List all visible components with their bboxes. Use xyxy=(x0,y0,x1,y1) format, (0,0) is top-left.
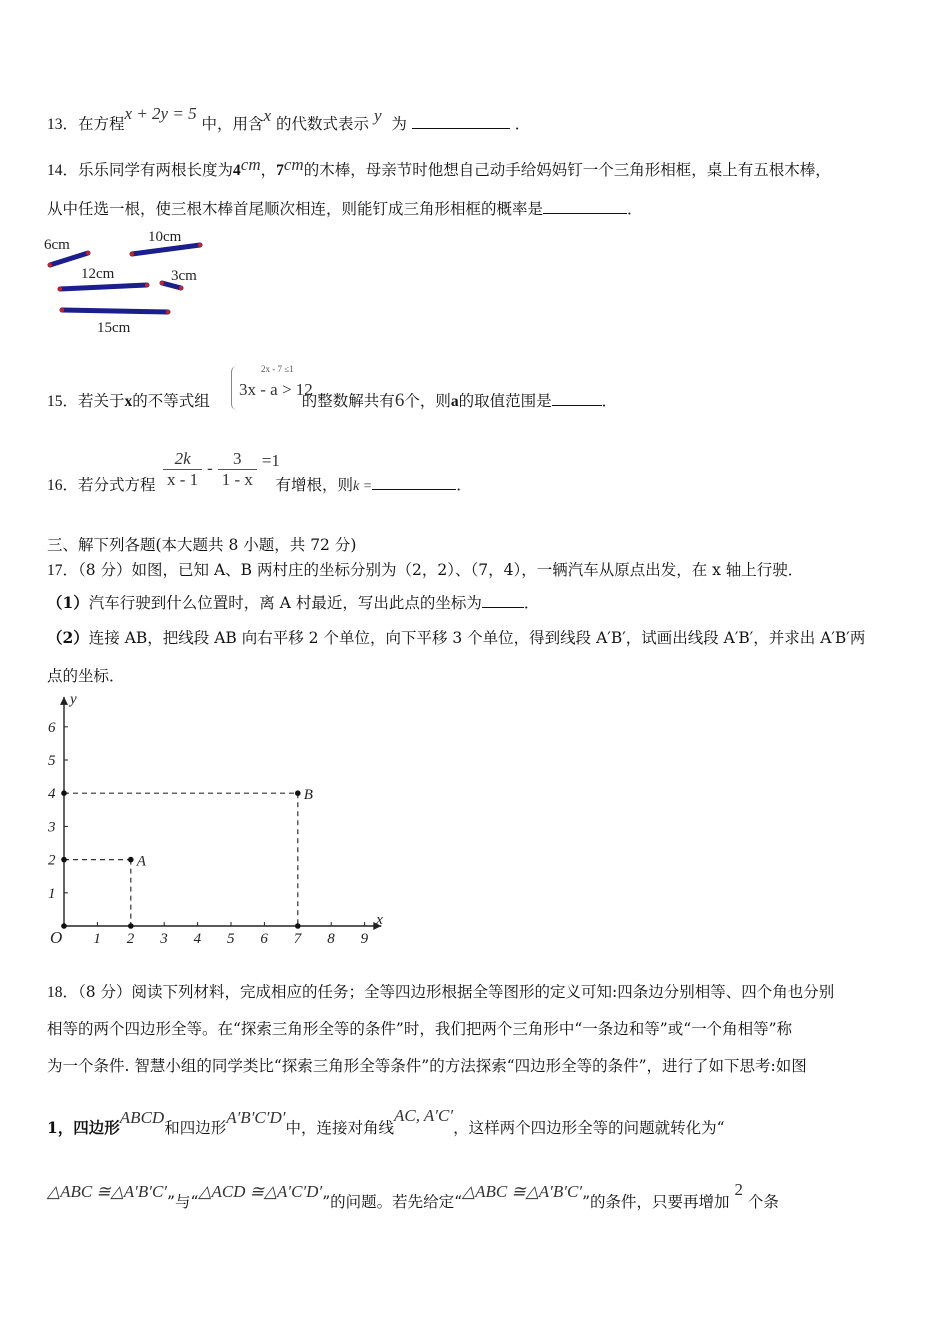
q16-equation xyxy=(163,449,280,497)
q14-text-2: 从中任选一根，使三根木棒首尾顺次相连，则能钉成三角形相框的概率是 xyxy=(47,200,544,218)
q14-text-1b: 的木棒，母亲节时他想自己动手给妈妈钉一个三角形相框，桌上有五根木棒， xyxy=(303,161,831,179)
q15-number: 15． xyxy=(47,393,79,410)
q13-text-1: 在方程 xyxy=(78,115,125,133)
q16-text-2: 有增根，则 xyxy=(275,476,354,494)
q18-l5-d: 个条 xyxy=(747,1193,779,1211)
q16-end: ． xyxy=(456,476,472,494)
x-tick-label: 5 xyxy=(227,931,235,947)
question-18-line-5 xyxy=(47,1180,910,1214)
stick-label-3cm: 3cm xyxy=(171,268,197,284)
q14-answer-blank[interactable] xyxy=(543,197,627,214)
q16-frac2-den: 1 - x xyxy=(221,470,253,489)
q16-answer-blank[interactable] xyxy=(372,473,456,490)
x-tick-label: 3 xyxy=(160,931,168,947)
question-18-line-1 xyxy=(47,980,910,1005)
q18-text-2: 相等的两个四边形全等。在“探索三角形全等的条件”时，我们把两个三角形中“一条边和等”或“一个角相等”称 xyxy=(47,1020,793,1038)
q14-number: 14． xyxy=(47,162,79,179)
q14-unit-1: cm xyxy=(240,155,261,174)
x-tick-label: 4 xyxy=(193,931,202,947)
question-14-line-1 xyxy=(47,155,910,183)
q18-tri-3: △ABC ≅△A′B′C′ xyxy=(462,1182,583,1201)
q13-var-x: x xyxy=(263,106,272,125)
q18-l5-b: ”的问题。若先给定“ xyxy=(322,1193,463,1211)
q15-var-x: x xyxy=(124,393,133,410)
point-a-x-foot xyxy=(128,923,134,929)
q15-end: ． xyxy=(601,392,618,410)
q13-var-y: y xyxy=(373,106,382,125)
q17-text-1: （8 分）如图，已知 A、B 两村庄的坐标分别为（2，2）、（7，4），一辆汽车从原点出发，在 x 轴上行驶． xyxy=(78,561,804,579)
q15-text-1: 若关于 xyxy=(78,392,125,410)
q17-part2-cont: 点的坐标． xyxy=(47,667,125,685)
q14-len1: 4 xyxy=(233,162,241,179)
q18-two: 2 xyxy=(734,1180,743,1199)
y-axis-arrow xyxy=(60,697,68,705)
q17-part2-text: 连接 AB，把线段 AB 向右平移 2 个单位，向下平移 3 个单位，得到线段 A′B′，试画出线段 A′B′，并求出 A′B′两 xyxy=(88,629,866,647)
question-17-part-2 xyxy=(47,626,910,650)
q14-end: ． xyxy=(627,200,643,218)
q18-text-1: （8 分）阅读下列材料，完成相应的任务；全等四边形根据全等图形的定义可知:四条边分别相等、四个角也分别 xyxy=(78,983,835,1001)
stick-12cm xyxy=(60,285,147,289)
point-a-y-foot xyxy=(61,857,67,863)
q13-text-2: 中，用含 xyxy=(201,115,264,133)
q16-number: 16． xyxy=(47,477,79,494)
q16-fraction-2 xyxy=(218,449,257,490)
q18-number: 18． xyxy=(47,984,79,1001)
y-tick-label: 6 xyxy=(48,719,56,736)
q16-k-eq: k = xyxy=(353,479,373,494)
x-tick-label: 2 xyxy=(126,931,135,947)
x-tick-label: 8 xyxy=(327,931,335,947)
x-tick-label: 9 xyxy=(360,931,369,947)
q18-l4-d: ，这样两个四边形全等的问题就转化为“ xyxy=(453,1119,725,1137)
q16-minus: - xyxy=(207,458,213,478)
q13-text-4: 为 xyxy=(391,115,407,133)
q17-part1-end: ． xyxy=(523,594,540,612)
q13-answer-blank[interactable] xyxy=(412,112,510,129)
q15-count: 6 xyxy=(394,390,405,411)
q15-var-a: a xyxy=(450,393,459,410)
question-18-line-2 xyxy=(47,1017,910,1041)
x-tick-label: 6 xyxy=(260,931,268,947)
point-a-label: A xyxy=(136,853,146,870)
stick-label-12cm: 12cm xyxy=(81,266,115,282)
q15-brace xyxy=(231,366,238,410)
q18-l4-b: 和四边形 xyxy=(164,1119,227,1137)
q17-coordinate-graph xyxy=(38,690,388,952)
point-a xyxy=(128,857,134,863)
q17-number: 17． xyxy=(47,562,79,579)
q14-text-1a: 乐乐同学有两根长度为 xyxy=(78,161,234,179)
stick-10cm xyxy=(132,245,200,254)
point-b-x-foot xyxy=(295,923,301,929)
origin-point xyxy=(61,923,67,929)
q16-frac1-num: 2k xyxy=(163,449,202,470)
q13-text-3: 的代数式表示 xyxy=(276,115,370,133)
q18-diagonals: AC, A′C′ xyxy=(393,1106,454,1125)
y-tick-label: 4 xyxy=(48,786,56,803)
q17-part2-label: （2） xyxy=(47,628,89,647)
q18-l5-c: ”的条件，只要再增加 xyxy=(582,1193,730,1211)
question-13 xyxy=(47,104,910,137)
origin-label: O xyxy=(50,928,63,947)
y-tick-label: 1 xyxy=(48,885,56,902)
q17-part1-label: （1） xyxy=(47,593,89,612)
q18-tri-1: △ABC ≅△A′B′C′ xyxy=(47,1182,168,1201)
q16-rhs: =1 xyxy=(261,450,280,470)
q14-sep: ， xyxy=(260,161,277,179)
q15-text-3: 的整数解共有 xyxy=(301,392,395,410)
x-axis-label: x xyxy=(376,912,383,928)
section-3-title: 三、解下列各题(本大题共 8 小题，共 72 分) xyxy=(47,536,357,554)
point-b xyxy=(295,790,301,796)
stick-15cm xyxy=(62,310,168,312)
q16-fraction-1 xyxy=(163,449,202,490)
q15-inequality-system xyxy=(231,362,323,414)
stick-label-6cm: 6cm xyxy=(44,237,70,253)
q15-answer-blank[interactable] xyxy=(552,389,602,406)
x-tick-label: 1 xyxy=(93,931,101,947)
q15-text-2: 的不等式组 xyxy=(132,392,210,410)
q13-end: ． xyxy=(514,115,531,133)
q13-number: 13． xyxy=(47,116,79,133)
q16-frac2-num: 3 xyxy=(218,449,257,470)
q16-text-1: 若分式方程 xyxy=(78,476,156,494)
q18-l4-c: 中，连接对角线 xyxy=(285,1119,394,1137)
q18-l5-a: ”与“ xyxy=(167,1193,199,1211)
q17-part1-blank[interactable] xyxy=(482,591,524,608)
q15-ineq-bottom: 3x - a > 12 xyxy=(239,380,313,399)
stick-6cm xyxy=(50,253,88,265)
q18-tri-2: △ACD ≅△A′C′D′ xyxy=(198,1182,323,1201)
y-axis-label: y xyxy=(70,691,77,708)
question-18-line-3 xyxy=(47,1054,910,1078)
question-17-part-2-cont xyxy=(47,664,910,688)
q15-ineq-top: 2x - 7 ≤1 xyxy=(261,364,294,374)
q17-part1-text: 汽车行驶到什么位置时，离 A 村最近，写出此点的坐标为 xyxy=(88,594,482,612)
q13-equation: x + 2y = 5 xyxy=(124,104,197,123)
y-tick-label: 2 xyxy=(48,852,56,869)
q16-frac1-den: x - 1 xyxy=(167,470,199,489)
q14-unit-2: cm xyxy=(283,155,304,174)
q18-quad-2: A′B′C′D′ xyxy=(226,1108,286,1127)
q14-len2: 7 xyxy=(276,162,284,179)
q18-text-3: 为一个条件. 智慧小组的同学类比“探索三角形全等条件”的方法探索“四边形全等的条件”，进行了如下思考:如图 xyxy=(47,1057,807,1075)
point-b-label: B xyxy=(303,787,313,804)
question-17-part-1 xyxy=(47,591,910,615)
q18-quad-1: ABCD xyxy=(119,1108,165,1127)
stick-label-15cm: 15cm xyxy=(97,320,131,336)
q18-l4-a: 1，四边形 xyxy=(47,1118,120,1137)
question-17-line-1 xyxy=(47,558,910,583)
q15-text-4: 个，则 xyxy=(404,392,451,410)
stick-label-10cm: 10cm xyxy=(148,229,182,245)
x-tick-label: 7 xyxy=(293,931,302,947)
point-b-y-foot xyxy=(61,790,67,796)
y-tick-label: 3 xyxy=(48,819,56,836)
q15-text-5: 的取值范围是 xyxy=(458,392,552,410)
question-15 xyxy=(47,389,910,414)
question-14-line-2 xyxy=(47,197,910,221)
y-tick-label: 5 xyxy=(48,753,56,769)
q14-sticks-figure xyxy=(38,222,218,337)
question-18-line-4 xyxy=(47,1106,910,1140)
